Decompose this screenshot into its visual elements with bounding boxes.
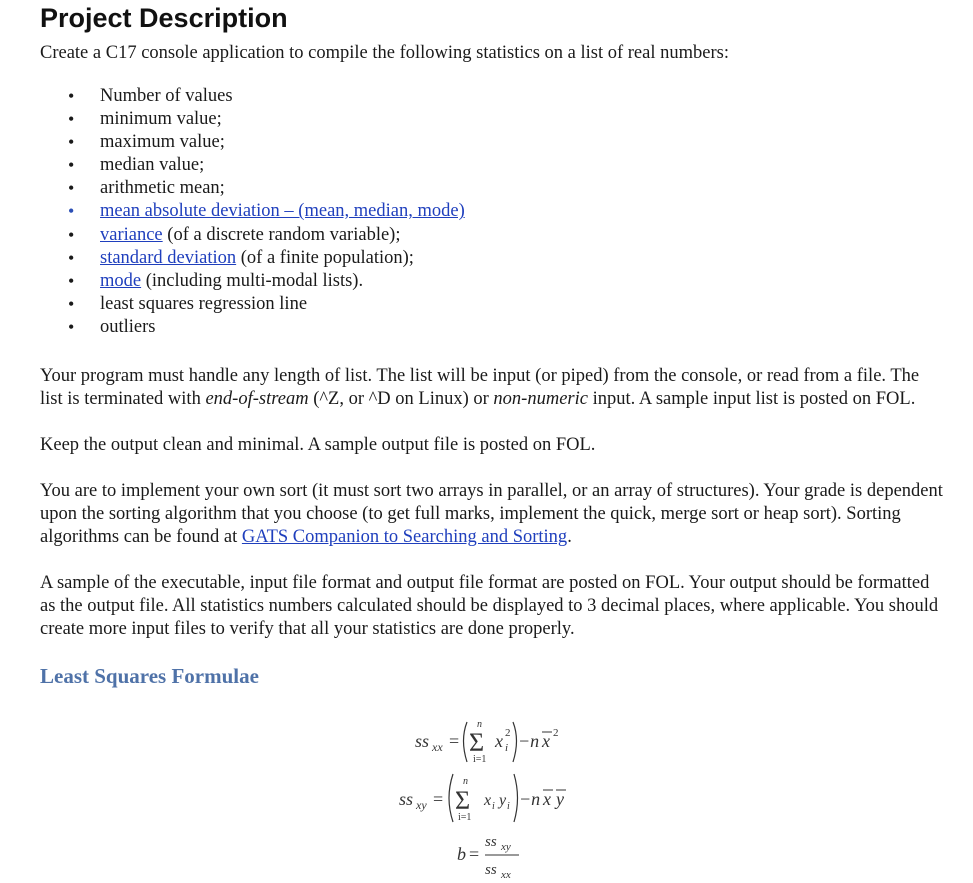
- list-item: [40, 200, 945, 223]
- gats-companion-link[interactable]: GATS Companion to Searching and Sorting: [241, 527, 568, 548]
- sample-paragraph: A sample of the executable, input file format and output file format are posted on FOL. Your output should be formatted as the output file. All statistics numbers calculated should be displayed to 3 decimal places, where applicable. You should create more input files to verify that all your statistics are done properly.: [40, 573, 939, 640]
- bullet-icon: •: [68, 316, 75, 337]
- bullet-icon: •: [68, 201, 75, 222]
- least-squares-formulas: [395, 712, 615, 882]
- bullet-icon: •: [68, 270, 75, 291]
- right-paren: [514, 774, 518, 822]
- subscript-xy: xy: [501, 841, 511, 853]
- sum-upper-limit: n: [477, 719, 482, 730]
- x-bar: x: [543, 789, 551, 809]
- subscript-i: i: [507, 801, 510, 812]
- list-item: • variance (of a discrete random variable);: [40, 224, 945, 247]
- ss-symbol: ss: [485, 862, 497, 878]
- x-variable: x: [484, 792, 492, 809]
- sum-upper-limit: n: [463, 776, 468, 787]
- minus-n: −n: [518, 731, 540, 751]
- ss-symbol: ss: [399, 789, 414, 809]
- x-bar: x: [542, 731, 550, 751]
- mean-absolute-deviation-link[interactable]: mean absolute deviation – (mean, median, mode): [100, 201, 465, 222]
- bullet-icon: •: [68, 224, 75, 245]
- statistics-list: [40, 85, 945, 339]
- intro-text: Create a C17 console application to compile the following statistics on a list of real numbers:: [40, 43, 729, 63]
- bullet-icon: •: [68, 247, 75, 268]
- bullet-icon: •: [68, 109, 75, 130]
- subscript-xx: xx: [432, 740, 443, 754]
- section-heading: Least Squares Formulae: [40, 664, 259, 689]
- output-paragraph: Keep the output clean and minimal. A sample output file is posted on FOL.: [40, 435, 596, 456]
- sigma-icon: Σ: [455, 786, 471, 815]
- subscript-xx: xx: [501, 869, 511, 881]
- exponent-2: 2: [553, 727, 559, 739]
- left-paren: [449, 774, 453, 822]
- list-item: • Number of values: [40, 85, 945, 108]
- exponent-2: 2: [505, 727, 511, 739]
- list-item: • least squares regression line: [40, 293, 945, 316]
- list-item: • maximum value;: [40, 131, 945, 154]
- equals-sign: =: [469, 844, 480, 864]
- bullet-icon: •: [68, 86, 75, 106]
- y-variable: y: [499, 792, 507, 809]
- ss-symbol: ss: [485, 834, 497, 850]
- mode-link[interactable]: mode: [100, 270, 142, 291]
- minus-n: −n: [519, 789, 541, 809]
- sum-lower-limit: i=1: [458, 812, 472, 823]
- subscript-i: i: [492, 801, 495, 812]
- slope-formula: [457, 834, 519, 881]
- x-variable: x: [495, 731, 503, 751]
- ss-symbol: ss: [415, 731, 430, 751]
- y-bar: y: [556, 789, 564, 809]
- formula-graphic: [395, 712, 615, 882]
- ss-xx-formula: [415, 719, 559, 765]
- list-item: • minimum value;: [40, 108, 945, 131]
- variance-link[interactable]: variance: [100, 224, 163, 245]
- equals-sign: =: [433, 789, 444, 809]
- sort-paragraph: You are to implement your own sort (it must sort two arrays in parallel, or an array of structures). Your grade is dependent upon the sorting algorithm that you choose (to get full marks, implement the quick, merge sort or heap sort). Sorting algorithms can be found at GATS Companion to Searching and Sorting.: [40, 481, 943, 548]
- ss-xy-formula: [399, 774, 566, 823]
- list-item: • standard deviation (of a finite population);: [40, 247, 945, 270]
- standard-deviation-link[interactable]: standard deviation: [100, 247, 237, 268]
- page-title: Project Description: [40, 3, 288, 33]
- left-paren: [464, 722, 468, 762]
- list-item: • outliers: [40, 316, 945, 339]
- bullet-icon: •: [68, 132, 75, 153]
- subscript-xy: xy: [416, 798, 427, 812]
- bullet-icon: •: [68, 178, 75, 199]
- input-paragraph: Your program must handle any length of list. The list will be input (or piped) from the console, or read from a file. The list is terminated with end-of-stream (^Z, or ^D on Linux) or non-numeric input. A sample input list is posted on FOL.: [40, 366, 920, 410]
- bullet-icon: •: [68, 155, 75, 176]
- equals-sign: =: [449, 731, 460, 751]
- list-item: • median value;: [40, 154, 945, 177]
- subscript-i: i: [505, 742, 509, 754]
- bullet-icon: •: [68, 293, 75, 314]
- document-page: [40, 0, 945, 689]
- b-symbol: b: [457, 844, 466, 864]
- sum-lower-limit: i=1: [473, 754, 487, 765]
- list-item: • arithmetic mean;: [40, 177, 945, 200]
- right-paren: [513, 722, 517, 762]
- sigma-icon: Σ: [469, 728, 485, 757]
- list-item: • mode (including multi-modal lists).: [40, 270, 945, 293]
